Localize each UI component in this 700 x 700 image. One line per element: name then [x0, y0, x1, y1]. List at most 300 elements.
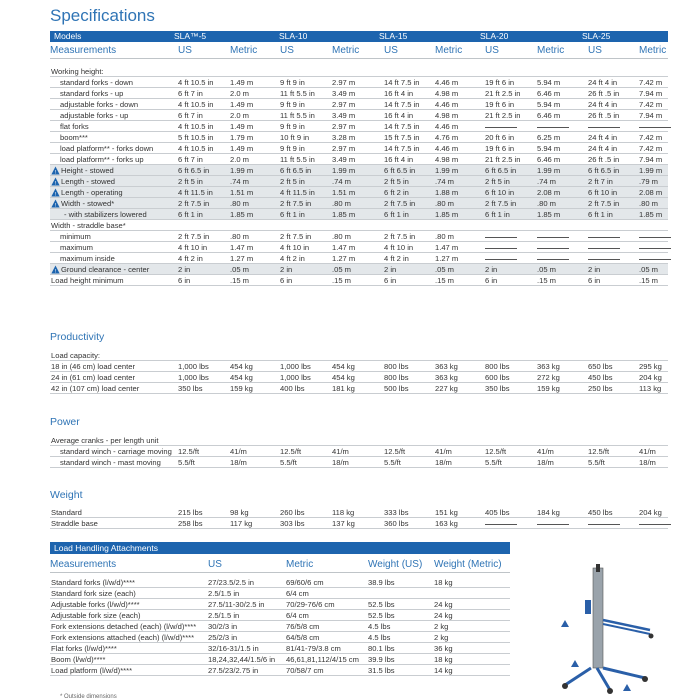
table-cell: 800 lbs — [485, 362, 510, 371]
table-cell: 2 ft 7.5 in — [280, 199, 312, 208]
table-cell — [485, 242, 517, 253]
table-cell: 27/23.5/2.5 in — [208, 578, 255, 587]
table-cell: .74 m — [230, 177, 249, 186]
table-cell: 20 ft 6 in — [485, 133, 515, 142]
row-label: Straddle base — [51, 519, 98, 528]
table-cell: 1.49 m — [230, 122, 254, 131]
table-cell: 12.5/ft — [178, 447, 200, 456]
table-cell: 70/58/7 cm — [286, 666, 324, 675]
table-cell: 6 ft 1 in — [588, 210, 613, 219]
table-cell: 9 ft 9 in — [280, 122, 305, 131]
table-cell: 18/m — [332, 458, 349, 467]
table-row — [50, 165, 668, 176]
table-cell: 18/m — [639, 458, 656, 467]
dash-placeholder — [588, 524, 620, 525]
table-cell: 10 ft 9 in — [280, 133, 310, 142]
table-cell: .05 m — [332, 265, 351, 274]
table-cell: 26 ft .5 in — [588, 155, 620, 164]
row-label: Fork extensions detached (each) (l/w/d)**** — [51, 622, 197, 631]
table-cell: 800 lbs — [384, 362, 409, 371]
triangle-warning-icon — [51, 199, 60, 208]
spec-table — [50, 66, 668, 286]
table-row — [50, 209, 668, 220]
table-cell — [588, 242, 620, 253]
svg-text:!: ! — [54, 268, 57, 274]
row-label: Standard forks (l/w/d)**** — [51, 578, 135, 587]
triangle-warning-icon — [51, 177, 60, 186]
table-cell: 9 ft 9 in — [280, 78, 305, 87]
table-row — [50, 372, 668, 383]
table-cell: 19 ft 6 in — [485, 144, 515, 153]
table-cell: 24 kg — [434, 611, 453, 620]
col-weight-metric: Weight (Metric) — [434, 559, 502, 570]
table-cell — [537, 242, 569, 253]
col-us: US — [208, 559, 222, 570]
table-cell: 6 ft 6.5 in — [280, 166, 312, 175]
model-name: SLA-10 — [279, 31, 308, 41]
table-cell: 41/m — [230, 447, 247, 456]
table-cell: 1.47 m — [230, 243, 254, 252]
table-cell: 2 ft 5 in — [280, 177, 305, 186]
row-label: Boom (l/w/d)**** — [51, 655, 106, 664]
table-cell: 163 kg — [435, 519, 458, 528]
row-label: Average cranks - per length unit — [51, 436, 159, 445]
table-cell: 4.98 m — [435, 155, 459, 164]
attachments-columns — [50, 556, 510, 573]
row-label: adjustable forks - down — [60, 100, 139, 109]
table-cell: .15 m — [332, 276, 351, 285]
table-row — [50, 275, 668, 286]
attachment-row — [50, 665, 510, 676]
table-cell: 1.47 m — [435, 243, 459, 252]
dash-placeholder — [537, 127, 569, 128]
table-cell: 4.98 m — [435, 89, 459, 98]
table-cell: 2.08 m — [639, 188, 663, 197]
model-name: SLA-15 — [379, 31, 408, 41]
row-label: Length - operating — [61, 188, 123, 197]
table-row — [50, 264, 668, 275]
table-cell: 4.46 m — [435, 122, 459, 131]
table-cell: .80 m — [332, 199, 351, 208]
table-row — [50, 143, 668, 154]
triangle-warning-icon — [51, 188, 60, 197]
table-cell: 6 ft 1 in — [280, 210, 305, 219]
table-cell: 2.97 m — [332, 122, 356, 131]
table-cell: 2.97 m — [332, 78, 356, 87]
table-cell: 250 lbs — [588, 384, 613, 393]
table-cell: 2 ft 7.5 in — [280, 232, 312, 241]
dash-placeholder — [639, 237, 671, 238]
dash-placeholder — [588, 259, 620, 260]
table-cell: 1.99 m — [639, 166, 663, 175]
table-cell: 215 lbs — [178, 508, 203, 517]
dash-placeholder — [588, 127, 620, 128]
table-cell: 4 ft 11.5 in — [280, 188, 315, 197]
table-cell: 1.99 m — [332, 166, 356, 175]
table-cell: 6.46 m — [537, 111, 561, 120]
attachment-row — [50, 588, 510, 599]
table-cell: 2 in — [384, 265, 397, 274]
table-cell: 5.94 m — [537, 100, 561, 109]
table-cell: .05 m — [639, 265, 658, 274]
table-cell: 7.94 m — [639, 89, 663, 98]
table-cell: 7.94 m — [639, 155, 663, 164]
power-title: Power — [50, 416, 80, 428]
table-row — [50, 66, 668, 77]
row-label: Load height minimum — [51, 276, 124, 285]
table-cell: 24 ft 4 in — [588, 133, 618, 142]
row-label: Fork extensions attached (each) (l/w/d)**** — [51, 633, 195, 642]
table-cell: 18/m — [435, 458, 452, 467]
table-cell: 21 ft 2.5 in — [485, 111, 521, 120]
table-cell: 7.42 m — [639, 100, 663, 109]
table-row — [50, 121, 668, 132]
table-cell: 6/4 cm — [286, 589, 309, 598]
table-cell: 350 lbs — [485, 384, 510, 393]
table-cell: 151 kg — [435, 508, 458, 517]
table-cell: 333 lbs — [384, 508, 409, 517]
attachment-row — [50, 632, 510, 643]
table-cell: 12.5/ft — [280, 447, 302, 456]
table-cell: 4.5 lbs — [368, 622, 391, 631]
metric-header: Metric — [332, 45, 360, 56]
table-cell: 19 ft 6 in — [485, 100, 515, 109]
page-title: Specifications — [50, 6, 155, 25]
table-cell: 2 ft 5 in — [178, 177, 203, 186]
table-cell: .15 m — [435, 276, 454, 285]
table-cell: .80 m — [639, 199, 658, 208]
table-cell: 303 lbs — [280, 519, 305, 528]
table-cell: 6 ft 10 in — [588, 188, 618, 197]
table-cell: 204 kg — [639, 373, 662, 382]
table-cell: 2.97 m — [332, 144, 356, 153]
triangle-warning-icon — [51, 265, 60, 274]
table-cell: 64/5/8 cm — [286, 633, 320, 642]
table-cell: 1.99 m — [230, 166, 254, 175]
table-cell: .80 m — [230, 199, 249, 208]
table-cell — [537, 518, 569, 529]
table-cell: 4 ft 2 in — [280, 254, 305, 263]
table-cell: 6 in — [588, 276, 601, 285]
table-cell: 5.5/ft — [384, 458, 401, 467]
table-cell: 6.25 m — [537, 133, 561, 142]
row-label: Load capacity: — [51, 351, 100, 360]
table-cell: 1,000 lbs — [280, 362, 311, 371]
dash-placeholder — [485, 248, 517, 249]
table-cell: 12.5/ft — [485, 447, 507, 456]
table-cell: 2.5/1.5 in — [208, 611, 240, 620]
table-cell: 113 kg — [639, 384, 662, 393]
table-cell: 800 lbs — [384, 373, 409, 382]
table-cell: 6 ft 10 in — [485, 188, 515, 197]
table-cell: 5.5/ft — [485, 458, 502, 467]
attachments-table — [50, 577, 510, 676]
table-cell: 24 ft 4 in — [588, 78, 618, 87]
row-label: load platform** - forks up — [60, 155, 144, 164]
table-cell: 1.88 m — [435, 188, 459, 197]
table-cell: 4 ft 10 in — [280, 243, 310, 252]
table-cell: 41/m — [332, 447, 349, 456]
table-cell: 1.85 m — [230, 210, 254, 219]
table-cell: 69/60/6 cm — [286, 578, 324, 587]
dash-placeholder — [639, 127, 671, 128]
table-cell: 1.99 m — [435, 166, 459, 175]
table-cell: 16 ft 4 in — [384, 111, 414, 120]
row-label: 42 in (107 cm) load center — [51, 384, 140, 393]
power-table — [50, 435, 668, 468]
table-cell: 6.46 m — [537, 155, 561, 164]
table-cell: 1.49 m — [230, 78, 254, 87]
table-cell: 360 lbs — [384, 519, 409, 528]
table-cell — [588, 231, 620, 242]
table-cell: 6/4 cm — [286, 611, 309, 620]
dash-placeholder — [485, 524, 517, 525]
table-cell: 30/2/3 in — [208, 622, 238, 631]
table-cell: 1.85 m — [537, 210, 561, 219]
material-lift-diagram — [555, 560, 665, 695]
table-cell: 98 kg — [230, 508, 249, 517]
table-cell: 2 ft 7.5 in — [178, 232, 210, 241]
table-cell: 2.0 m — [230, 155, 249, 164]
table-cell: 1,000 lbs — [178, 373, 209, 382]
table-cell: 7.42 m — [639, 78, 663, 87]
table-cell: 1.27 m — [332, 254, 356, 263]
table-cell: 12.5/ft — [588, 447, 610, 456]
row-label: - with stabilizers lowered — [64, 210, 147, 219]
table-cell: 2 kg — [434, 622, 449, 631]
table-cell: .80 m — [332, 232, 351, 241]
row-label: adjustable forks - up — [60, 111, 129, 120]
table-cell: 6 ft 7 in — [178, 111, 203, 120]
triangle-warning-icon — [51, 166, 60, 175]
table-cell: 4.5 lbs — [368, 633, 391, 642]
table-cell: 5.5/ft — [178, 458, 195, 467]
row-label: 18 in (46 cm) load center — [51, 362, 135, 371]
table-cell: 81/41-79/3.8 cm — [286, 644, 341, 653]
table-cell: 454 kg — [230, 362, 253, 371]
table-cell — [485, 231, 517, 242]
row-label: Ground clearance - center — [61, 265, 150, 274]
table-row — [50, 77, 668, 88]
model-name: SLA-20 — [480, 31, 509, 41]
dash-placeholder — [639, 248, 671, 249]
table-cell: 6 in — [178, 276, 191, 285]
row-label: boom*** — [60, 133, 88, 142]
table-cell: 1,000 lbs — [178, 362, 209, 371]
table-cell: 4.76 m — [435, 133, 459, 142]
table-cell — [485, 121, 517, 132]
table-cell: 1.51 m — [230, 188, 254, 197]
table-cell: .80 m — [230, 232, 249, 241]
row-label: standard forks - up — [60, 89, 124, 98]
productivity-title: Productivity — [50, 331, 105, 343]
table-cell: .15 m — [639, 276, 658, 285]
table-cell — [537, 231, 569, 242]
table-cell: 4 ft 11.5 in — [178, 188, 213, 197]
table-cell: 18/m — [230, 458, 247, 467]
table-cell: 3.49 m — [332, 155, 356, 164]
svg-text:!: ! — [54, 191, 57, 197]
row-label: Standard fork size (each) — [51, 589, 136, 598]
table-row — [50, 220, 668, 231]
table-row — [50, 457, 668, 468]
row-label: Adjustable forks (l/w/d)**** — [51, 600, 140, 609]
table-cell — [639, 242, 671, 253]
table-cell: 363 kg — [435, 373, 458, 382]
table-cell: 5.5/ft — [588, 458, 605, 467]
table-cell: 1,000 lbs — [280, 373, 311, 382]
table-cell: 2 in — [280, 265, 293, 274]
table-cell: 2 ft 7.5 in — [178, 199, 210, 208]
us-header: US — [485, 45, 499, 56]
table-cell — [639, 253, 671, 264]
row-label: Adjustable fork size (each) — [51, 611, 141, 620]
measurements-label: Measurements — [50, 45, 117, 56]
dash-placeholder — [639, 259, 671, 260]
row-label: standard winch - carriage moving — [60, 447, 172, 456]
table-cell: 363 kg — [435, 362, 458, 371]
table-cell: 27.5/11-30/2.5 in — [208, 600, 265, 609]
table-cell: 2 ft 7 in — [588, 177, 613, 186]
table-cell: 405 lbs — [485, 508, 510, 517]
table-cell: 4.46 m — [435, 100, 459, 109]
table-cell: 159 kg — [537, 384, 560, 393]
table-cell — [485, 253, 517, 264]
table-cell: 4 ft 10 in — [384, 243, 414, 252]
table-cell: 1.85 m — [639, 210, 663, 219]
table-cell: .15 m — [230, 276, 249, 285]
table-cell: 7.42 m — [639, 133, 663, 142]
table-cell: 14 ft 7.5 in — [384, 144, 420, 153]
table-cell: 2.0 m — [230, 111, 249, 120]
table-cell: 500 lbs — [384, 384, 409, 393]
us-header: US — [384, 45, 398, 56]
row-label: Working height: — [51, 67, 104, 76]
table-cell — [588, 253, 620, 264]
table-cell: 6 ft 2 in — [384, 188, 409, 197]
table-cell: 24 ft 4 in — [588, 144, 618, 153]
table-cell: 2.08 m — [537, 188, 561, 197]
weight-table — [50, 507, 668, 529]
table-cell: 295 kg — [639, 362, 662, 371]
dash-placeholder — [537, 248, 569, 249]
row-label: Width - stowed* — [61, 199, 115, 208]
table-cell: 76/5/8 cm — [286, 622, 320, 631]
table-cell — [537, 253, 569, 264]
table-cell: 14 ft 7.5 in — [384, 100, 420, 109]
dash-placeholder — [537, 524, 569, 525]
table-row — [50, 518, 668, 529]
table-cell: 5 ft 10.5 in — [178, 133, 214, 142]
table-cell — [537, 121, 569, 132]
table-row — [50, 446, 668, 457]
metric-header: Metric — [537, 45, 565, 56]
row-label: Height - stowed — [61, 166, 114, 175]
table-row — [50, 132, 668, 143]
row-label: minimum — [60, 232, 91, 241]
table-cell: 450 lbs — [588, 373, 613, 382]
table-cell — [639, 231, 671, 242]
table-cell: 18 kg — [434, 655, 453, 664]
attachment-row — [50, 577, 510, 588]
table-cell: 2 ft 7.5 in — [588, 199, 620, 208]
row-label: standard forks - down — [60, 78, 134, 87]
table-cell: 5.94 m — [537, 144, 561, 153]
us-header: US — [178, 45, 192, 56]
table-cell: 14 kg — [434, 666, 453, 675]
table-cell: 4 ft 10 in — [178, 243, 208, 252]
table-cell: 27.5/23/2.75 in — [208, 666, 259, 675]
row-label: flat forks — [60, 122, 89, 131]
table-cell: 6 ft 6.5 in — [178, 166, 210, 175]
table-cell: 38.9 lbs — [368, 578, 395, 587]
table-cell: 70/29-76/6 cm — [286, 600, 335, 609]
dash-placeholder — [537, 259, 569, 260]
table-cell: 6 ft 1 in — [384, 210, 409, 219]
table-cell: 19 ft 6 in — [485, 78, 515, 87]
table-cell: 204 kg — [639, 508, 662, 517]
table-cell: .74 m — [537, 177, 556, 186]
table-cell: 6 in — [485, 276, 498, 285]
table-cell: 18,24,32,44/1.5/6 in — [208, 655, 276, 664]
table-cell: 46,61,81,112/4/15 cm — [286, 655, 359, 664]
table-cell: 227 kg — [435, 384, 458, 393]
table-cell: 6 ft 6.5 in — [588, 166, 620, 175]
table-cell: 363 kg — [537, 362, 560, 371]
attachment-row — [50, 643, 510, 654]
table-cell: 159 kg — [230, 384, 253, 393]
table-cell: 6 in — [280, 276, 293, 285]
dash-placeholder — [537, 237, 569, 238]
table-cell: 6 ft 6.5 in — [384, 166, 416, 175]
col-weight-us: Weight (US) — [368, 559, 423, 570]
table-row — [50, 242, 668, 253]
table-cell: 52.5 lbs — [368, 600, 395, 609]
table-cell: 39.9 lbs — [368, 655, 395, 664]
table-cell: 137 kg — [332, 519, 355, 528]
row-label: Load platform (l/w/d)**** — [51, 666, 133, 675]
table-cell: 184 kg — [537, 508, 560, 517]
table-cell: 4.98 m — [435, 111, 459, 120]
table-cell: 2 kg — [434, 633, 449, 642]
table-cell: 1.85 m — [332, 210, 356, 219]
table-cell: 24 ft 4 in — [588, 100, 618, 109]
table-cell — [639, 121, 671, 132]
table-cell: .80 m — [435, 232, 454, 241]
table-cell: 1.27 m — [435, 254, 459, 263]
table-cell: 21 ft 2.5 in — [485, 89, 521, 98]
model-name: SLA™-5 — [174, 31, 207, 41]
us-header: US — [280, 45, 294, 56]
table-cell: 1.49 m — [230, 100, 254, 109]
weight-title: Weight — [50, 489, 83, 501]
table-cell: 1.27 m — [230, 254, 254, 263]
table-cell: .80 m — [537, 199, 556, 208]
table-cell — [639, 518, 671, 529]
table-cell: 1.85 m — [435, 210, 459, 219]
footnote: * Outside dimensions — [60, 694, 117, 700]
table-cell: 4.46 m — [435, 144, 459, 153]
table-cell: 11 ft 5.5 in — [280, 89, 315, 98]
metric-header: Metric — [639, 45, 667, 56]
table-cell: 6 in — [384, 276, 397, 285]
table-cell: 7.42 m — [639, 144, 663, 153]
table-cell: 2 ft 7.5 in — [485, 199, 517, 208]
table-cell: .74 m — [332, 177, 351, 186]
table-cell: 400 lbs — [280, 384, 305, 393]
table-cell: 6 ft 7 in — [178, 155, 203, 164]
models-header — [50, 31, 668, 42]
